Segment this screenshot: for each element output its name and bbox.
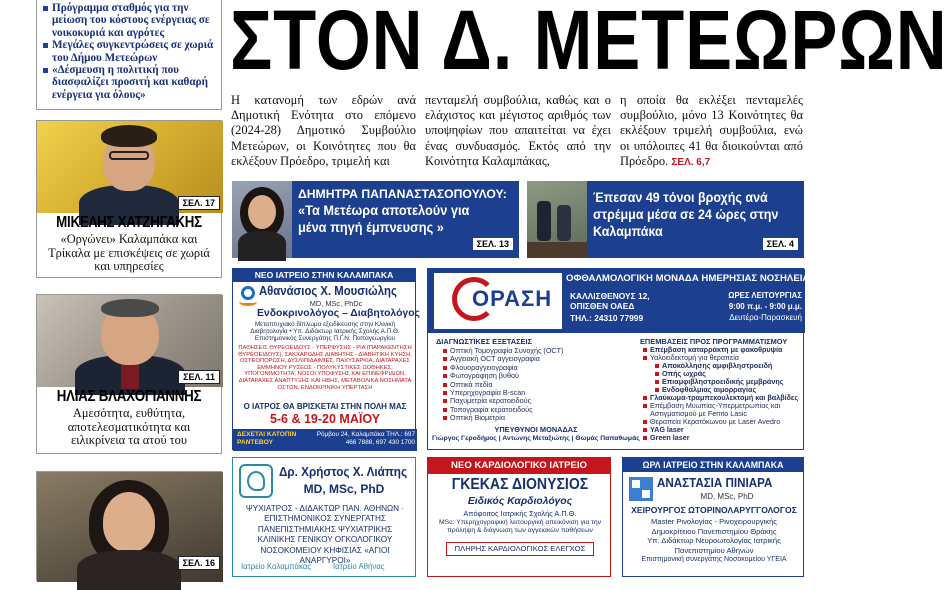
exam-item: Φλουοραγγειογραφία — [442, 364, 618, 372]
ad-orasi-eye-clinic[interactable] — [427, 268, 816, 450]
person-card-papanastasopoulou[interactable] — [36, 471, 222, 581]
person-photo — [37, 295, 223, 387]
page-ref-badge: ΣΕΛ. 16 — [178, 556, 220, 570]
doctor-bio — [625, 517, 803, 565]
surgery-item: Υαλοειδεκτομή για θεραπεία — [642, 354, 804, 362]
appointment-note: ΔΕΧΕΤΑΙ ΚΑΤΟΠΙΝ ΡΑΝΤΕΒΟΥ — [237, 431, 297, 446]
teaser-quote: «Τα Μετέωρα αποτελούν για μένα πηγή έμπνευσης » — [298, 203, 470, 236]
doctor-name: ΓΚΕΚΑΣ ΔΙΟΝΥΣΙΟΣ — [451, 476, 589, 493]
doctor-credentials: MD, MSc, PhD — [303, 482, 385, 496]
staff-names: Γιώργος Γεροδήμος | Αντώνης Μεταξιώτης | Θωμάς Παπαθωμάς — [432, 435, 640, 442]
staff-title: ΥΠΕΥΘΥΝΟΙ ΜΟΝΑΔΑΣ — [494, 425, 578, 434]
ad-header: ΩΡΛ ΙΑΤΡΕΙΟ ΣΤΗΝ ΚΑΛΑΜΠΑΚΑ — [623, 458, 803, 472]
surgery-title: ΕΠΕΜΒΑΣΕΙΣ ΠΡΟΣ ΠΡΟΓΡΑΜΜΑΤΙΣΜΟΥ — [640, 337, 788, 346]
ad-header: ΝΕΟ ΚΑΡΔΙΟΛΟΓΙΚΟ ΙΑΤΡΕΙΟ — [428, 458, 610, 474]
surgery-list — [642, 346, 804, 442]
doctor-specialty: Ειδικός Καρδιολόγος — [467, 496, 573, 507]
head-profile-icon — [239, 464, 273, 498]
left-column — [36, 0, 222, 570]
bio-line: Master Ρινολογίας - Ρινοχειρουργικής — [651, 517, 777, 526]
page-ref: ΣΕΛ. 6,7 — [671, 156, 711, 168]
teaser-papanastasopoulou[interactable] — [232, 181, 519, 258]
page-ref-badge: ΣΕΛ. 13 — [473, 238, 513, 250]
article-column-1: Η κατανομή των εδρών ανά Δημοτική Ενότητα στο επόμενο (2024-28) Δημοτικό Συμβούλιο Μετεώρων, οι Κοινότητες που θα εκλέξουν Πρόεδρο, τριμελή και — [231, 93, 416, 168]
teaser-title: ΔΗΜΗΤΡΑ ΠΑΠΑΝΑΣΤΑΣΟΠΟΥΛΟΥ: — [298, 187, 507, 201]
doctor-bio: MSc: Υπερηχογραφική λειτουργική απεικόνιση για την πρόληψη & διάγνωση των αγγειακών παθήσεων — [438, 519, 602, 535]
orasi-title: ΟΦΘΑΛΜΟΛΟΓΙΚΗ ΜΟΝΑΔΑ ΗΜΕΡΗΣΙΑΣ ΝΟΣΗΛΕΙΑΣ — [566, 273, 816, 284]
orasi-days: Δευτέρα-Παρασκευή — [729, 313, 802, 322]
bio-line: Πανεπιστημίου Αθηνών — [674, 545, 754, 555]
bullet-item[interactable]: Πρόγραμμα σταθμός για την μείωση του κόστους ενέργειας σε νοικοκυριά και αγρότες — [43, 2, 217, 39]
orasi-hours: 9:00 π.μ. - 9:00 μ.μ. — [728, 302, 802, 311]
surgery-item: Οπής ωχράς — [654, 370, 804, 378]
exam-item: Οπτική Τομογραφία Συνοχής (OCT) — [442, 347, 618, 355]
contact-info: Ρόμβου 24, Καλαμπάκα ΤΗΛ.: 697 466 7888, 697 430 1700 — [316, 431, 415, 446]
bio-line: Δημοκρίτειου Πανεπιστημίου Θράκης — [651, 526, 777, 536]
orasi-address: ΚΑΛΛΙΣΘΕΝΟΥΣ 12, ΟΠΙΣΘΕΝ ΟΑΕΔ — [570, 291, 650, 311]
person-photo — [37, 472, 223, 582]
teaser-title: Έπεσαν 49 τόνοι βροχής ανά στρέμμα μέσα σε 24 ώρες στην Καλαμπάκα — [593, 190, 779, 239]
teaser-photo — [527, 181, 587, 258]
exams-list — [442, 347, 618, 423]
doctor-name: Δρ. Χρήστος Χ. Λιάπης — [279, 464, 408, 479]
doctor-bio: Μεταπτυχιακό δίπλωμα εξειδίκευσης στην Κλινική Διαβητολογία • Υπ. Διδάκτωρ Ιατρικής Σχολής Α.Π.Θ. Επιστημονικός Συνεργάτης Π.Γ.Ν. Παπαγεωργίου — [250, 321, 400, 343]
news-bullets — [36, 0, 222, 110]
ent-logo-icon — [629, 477, 653, 501]
surgery-item: Θεραπεία Κερατόκωνου με Laser Avedro — [642, 418, 804, 426]
surgery-item: Green laser — [642, 434, 804, 442]
article-column-3-text: η οποία θα εκλέξει πενταμελές συμβούλιο, μόνο 13 Κοινότητες θα εκλέξουν τριμελή συμβούλια, ενώ οι υπόλοιπες 41 θα διοικούνται από Πρόεδρο. — [620, 93, 803, 168]
bio-line: Επιστημονική συνεργάτης Νοσοκομείου ΥΓΕΙΑ — [641, 556, 787, 564]
ad-ent-surgeon[interactable] — [622, 457, 804, 577]
clinic-logo-icon — [239, 286, 257, 308]
surgery-item: Αποκόλλησης αμφιβληστροειδή — [654, 362, 804, 370]
orasi-brand: ΟΡΑΣΗ — [472, 286, 553, 311]
doctor-name: Αθανάσιος Χ. Μουσιώλης — [259, 284, 397, 298]
person-description: Αμεσότητα, ευθύτητα, αποτελεσματικότητα και ειλικρίνεια τα ατού του — [67, 406, 191, 448]
teaser-rainfall[interactable] — [527, 181, 804, 258]
visit-notice: Ο ΙΑΤΡΟΣ ΘΑ ΒΡΙΣΚΕΤΑΙ ΣΤΗΝ ΠΟΛΗ ΜΑΣ — [243, 402, 407, 411]
doctor-name: ΑΝΑΣΤΑΣΙΑ ΠΙΝΙΑΡΑ — [657, 475, 773, 490]
full-checkup-label: ΠΛΗΡΗΣ ΚΑΡΔΙΟΛΟΓΙΚΟΣ ΕΛΕΓΧΟΣ — [446, 542, 594, 556]
orasi-logo-panel — [434, 273, 562, 329]
ad-cardiologist[interactable] — [427, 457, 611, 577]
page-ref-badge: ΣΕΛ. 4 — [763, 238, 798, 250]
page-ref-badge: ΣΕΛ. 11 — [178, 370, 220, 384]
surgery-item: Ενδοφθάλμιας αιμορραγίας — [654, 386, 804, 394]
exam-item: Αγγειακή OCT αγγειογραφία — [442, 355, 618, 363]
exam-item: Τοπογραφία κερατοειδούς — [442, 406, 618, 414]
doctor-alumni: Απόφοιτος Ιατρικής Σχολής Α.Π.Θ. — [463, 509, 577, 518]
teaser-photo — [232, 181, 292, 258]
person-name: ΗΛΙΑΣ ΒΛΑΧΟΓΙΑΝΝΗΣ — [56, 388, 202, 405]
surgery-item: Γλαύκωμα-τραμπεκουλεκτομή και βαλβίδες — [642, 394, 804, 402]
doctor-credentials: MD, MSc, PhDc — [309, 299, 363, 308]
page-ref-badge: ΣΕΛ. 17 — [178, 196, 220, 210]
office-athens: Ιατρείο Αθήνας — [333, 562, 385, 571]
bullet-item[interactable]: Μεγάλες συγκεντρώσεις σε χωριά του Δήμου Μετεώρων — [43, 39, 217, 64]
doctor-specialty: Ενδοκρινολόγος – Διαβητολόγος — [257, 308, 420, 319]
person-photo — [37, 121, 223, 213]
person-name: ΜΙΚΕΛΗΣ ΧΑΤΖΗΓΑΚΗΣ — [56, 214, 202, 231]
exam-item: Υπερηχογραφία B-scan — [442, 389, 618, 397]
exam-item: Οπτικά πεδία — [442, 381, 618, 389]
person-description: «Οργώνει» Καλαμπάκα και Τρίκαλα με επισκέψεις σε χωριά και υπηρεσίες — [48, 232, 210, 274]
main-headline: ΣΤΟΝ Δ. ΜΕΤΕΩΡΩΝ — [230, 0, 948, 87]
surgery-item: Επιαμφιβληστροειδικής μεμβράνης — [654, 378, 804, 386]
doctor-specialty: ΧΕΙΡΟΥΡΓΟΣ ΩΤΟΡΙΝΟΛΑΡΥΓΓΟΛΟΓΟΣ — [631, 505, 797, 515]
visit-dates: 5-6 & 19-20 ΜΑΪΟΥ — [269, 412, 381, 426]
surgery-item: Επέμβαση καταρράκτη με φακοθρυψία — [642, 346, 804, 354]
doctor-conditions: ΠΑΘΗΣΕΙΣ ΘΥΡΕΟΕΙΔΟΥΣ - ΥΠΕΡΦΥΣΗΣ - ΡΙΑ (ΠΑΡΑΚΕΝΤΗΣΗ ΘΥΡΕΟΕΙΔΟΥΣ), ΣΑΚΧΑΡΩΔΗΣ ΔΙΑΒΗΤΗΣ - ΔΙΑΒΗΤΙΚΗ ΚΥΗΣΗ, ΟΣΤΕΟΠΟΡΩΣΗ, ΔΥΣΛΙΠΙΔΑΙΜΙΕΣ, ΠΑΧΥΣΑΡΚΙΑ, ΔΙΑΤΑΡΑΧΕΣ ΕΜΜΗΝΟΥ ΡΥΣΕΩΣ - ΠΟΛΥΚΥΣΤΙΚΕΣ ΩΟΘΗΚΕΣ, ΥΠΟΓΟΝΙΜΟΤΗΤΑ, ΝΟΣΟΙ ΥΠΟΦΥΣΗΣ ΚΑΙ ΕΠΙΝΕΦΡΙΔΙΩΝ, ΔΙΑΤΑΡΑΧΕΣ ΑΝΑΠΤΥΞΗΣ ΚΑΙ ΗΒΗΣ, ΜΕΤΑΒΟΛΙΚΑ ΝΟΣΗΜΑΤΑ ΟΣΤΩΝ, ΕΝΔΟΚΡΙΝΙΚΗ ΥΠΕΡΤΑΣΗ — [238, 345, 412, 391]
article-column-3 — [620, 93, 803, 170]
doctor-bio: ΨΥΧΙΑΤΡΟΣ - ΔΙΔΑΚΤΩΡ ΠΑΝ. ΑΘΗΝΩΝ · ΕΠΙΣΤΗΜΟΝΙΚΟΣ ΣΥΝΕΡΓΑΤΗΣ ΠΑΝΕΠΙΣΤΗΜΙΑΚΗΣ ΨΥΧΙΑΤΡΙΚΗΣ ΚΛΙΝΙΚΗΣ ΓΕΝΙΚΟΥ ΟΓΚΟΛΟΓΙΚΟΥ ΝΟΣΟΚΟΜΕΙΟΥ ΚΗΦΙΣΙΑΣ «ΑΓΙΟΙ ΑΝΑΡΓΥΡΟΙ» — [245, 504, 405, 566]
exam-item: Παχυμετρία κερατοειδούς — [442, 397, 618, 405]
article-column-2: πενταμελή συμβούλια, καθώς και ο ελάχιστος και μέγιστος αριθμός των υποψηφίων που απαιτείται να έχει ένας συνδυασμός. Εκτός από την Κοινότητα Καλαμπάκας, — [425, 93, 611, 168]
bio-line: Υπ. Διδάκτωρ Νευροωτολογίας Ιατρικής — [647, 536, 781, 546]
person-card-hatzigakis[interactable] — [36, 120, 222, 278]
orasi-phone: ΤΗΛ.: 24310 77999 — [570, 313, 644, 323]
doctor-credentials: MD, MSc, PhD — [700, 492, 754, 501]
ad-header: ΝΕΟ ΙΑΤΡΕΙΟ ΣΤΗΝ ΚΑΛΑΜΠΑΚΑ — [233, 269, 415, 282]
ad-psychiatrist[interactable] — [232, 457, 416, 577]
orasi-hours-title: ΩΡΕΣ ΛΕΙΤΟΥΡΓΙΑΣ — [728, 291, 802, 300]
person-card-vlachogiannis[interactable] — [36, 294, 222, 454]
exam-item: Οπτική Βιομετρία — [442, 414, 618, 422]
ad-endocrinologist[interactable] — [232, 268, 420, 450]
bullet-item[interactable]: «Δέσμευση η πολιτική που διασφαλίζει προσιτή και καθαρή ενέργεια για όλους» — [43, 64, 217, 101]
surgery-item: Επέμβαση Μυωπίας-Υπερμετρωπίας και Αστιγματισμού με Femto Lasic — [642, 402, 804, 418]
exams-title: ΔΙΑΓΝΩΣΤΙΚΕΣ ΕΞΕΤΑΣΕΙΣ — [436, 337, 532, 346]
office-kalambaka: Ιατρείο Καλαμπάκας — [241, 562, 312, 571]
exam-item: Φωτογράφηση βυθού — [442, 372, 618, 380]
surgery-item: YAG laser — [642, 426, 804, 434]
